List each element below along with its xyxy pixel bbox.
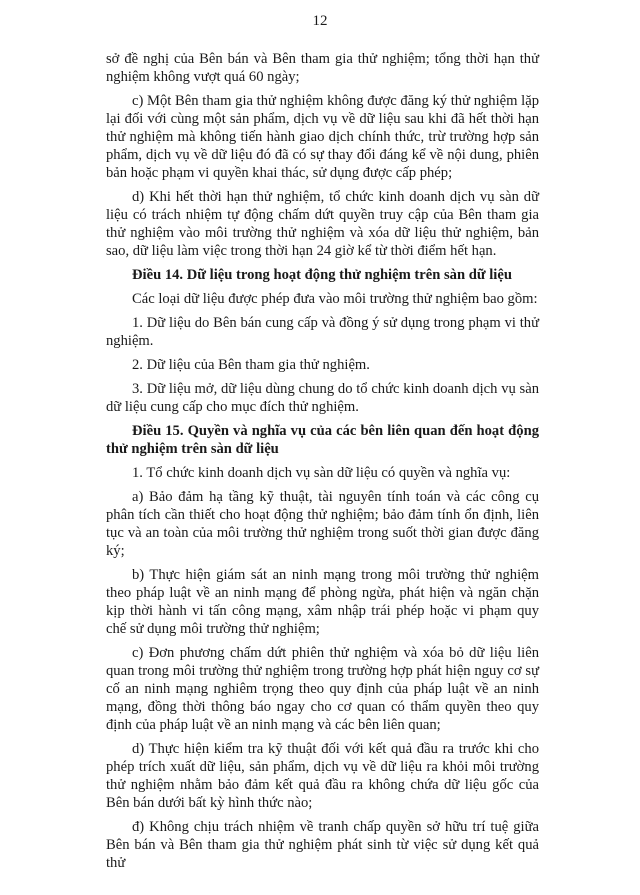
article-heading: Điều 15. Quyền và nghĩa vụ của các bên liên quan đến hoạt động thử nghiệm trên sàn dữ liệu (106, 423, 539, 457)
paragraph: 1. Dữ liệu do Bên bán cung cấp và đồng ý sử dụng trong phạm vi thử nghiệm. (106, 315, 539, 349)
paragraph: đ) Không chịu trách nhiệm về tranh chấp quyền sở hữu trí tuệ giữa Bên bán và Bên tham gia thử nghiệm phát sinh từ việc sử dụng kết quả thử (106, 819, 539, 871)
paragraph: d) Khi hết thời hạn thử nghiệm, tổ chức kinh doanh dịch vụ sàn dữ liệu có trách nhiệm tự động chấm dứt quyền truy cập của Bên tham gia thử nghiệm vào môi trường thử nghiệm và xóa dữ liệu thử nghiệm, bản sao, dữ liệu làm việc trong thời hạn 24 giờ kể từ thời điểm hết hạn. (106, 189, 539, 259)
paragraph: a) Bảo đảm hạ tầng kỹ thuật, tài nguyên tính toán và các công cụ phân tích cần thiết cho hoạt động thử nghiệm; bảo đảm tính ổn định, liên tục và an toàn của môi trường thử nghiệm trong suốt thời gian được đăng ký; (106, 489, 539, 559)
paragraph: 2. Dữ liệu của Bên tham gia thử nghiệm. (132, 357, 370, 373)
paragraph: 3. Dữ liệu mở, dữ liệu dùng chung do tổ chức kinh doanh dịch vụ sàn dữ liệu cung cấp cho mục đích thử nghiệm. (106, 381, 539, 415)
paragraph: Các loại dữ liệu được phép đưa vào môi trường thử nghiệm bao gồm: (132, 291, 538, 307)
paragraph: c) Đơn phương chấm dứt phiên thử nghiệm và xóa bỏ dữ liệu liên quan trong môi trường thử nghiệm trong trường hợp phát hiện nguy cơ sự cố an ninh mạng nghiêm trọng theo quy định của pháp luật về an ninh mạng, đồng thời thông báo ngay cho cơ quan có thẩm quyền theo quy định của pháp luật về an ninh mạng và các bên liên quan; (106, 645, 539, 733)
paragraph: 1. Tổ chức kinh doanh dịch vụ sàn dữ liệu có quyền và nghĩa vụ: (132, 465, 511, 481)
page-number: 12 (312, 13, 328, 29)
paragraph: d) Thực hiện kiểm tra kỹ thuật đối với kết quả đầu ra trước khi cho phép trích xuất dữ liệu, sản phẩm, dịch vụ về dữ liệu ra khỏi môi trường thử nghiệm nhằm bảo đảm kết quả đầu ra không chứa dữ liệu gốc của Bên bán dưới bất kỳ hình thức nào; (106, 741, 539, 811)
article-heading: Điều 14. Dữ liệu trong hoạt động thử nghiệm trên sàn dữ liệu (132, 267, 512, 283)
paragraph: b) Thực hiện giám sát an ninh mạng trong môi trường thử nghiệm theo pháp luật về an ninh mạng để phòng ngừa, phát hiện và ngăn chặn kịp thời hành vi tấn công mạng, xâm nhập trái phép hoặc vi phạm quy chế sử dụng môi trường thử nghiệm; (106, 567, 539, 637)
paragraph: c) Một Bên tham gia thử nghiệm không được đăng ký thử nghiệm lặp lại đối với cùng một sản phẩm, dịch vụ về dữ liệu sau khi đã hết thời hạn thử nghiệm mà không tiến hành giao dịch chính thức, trừ trường hợp sản phẩm, dịch vụ về dữ liệu đó đã có sự thay đổi đáng kể về nội dung, phiên bản hoặc phạm vi quyền khai thác, sử dụng được cấp phép; (106, 93, 539, 181)
paragraph: sở đề nghị của Bên bán và Bên tham gia thử nghiệm; tổng thời hạn thử nghiệm không vượt quá 60 ngày; (106, 51, 539, 85)
document-body (106, 50, 539, 878)
